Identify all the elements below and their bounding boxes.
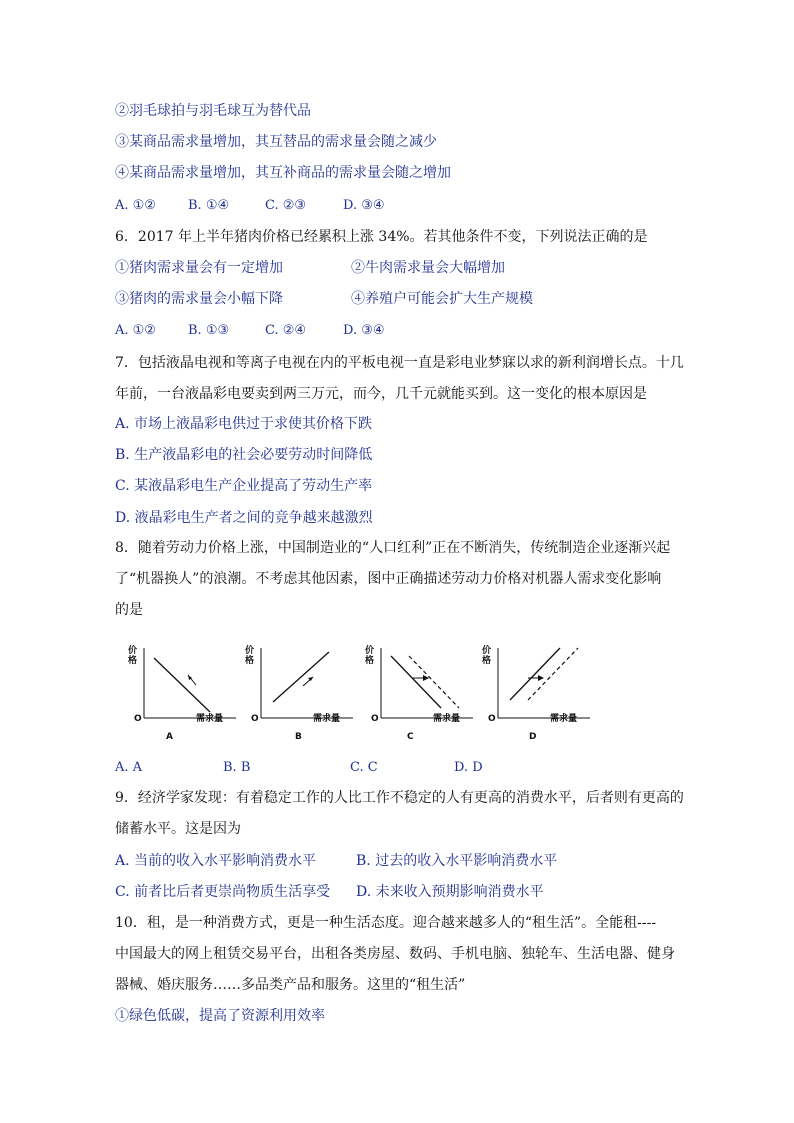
q10-stem-line-1: 10．租，是一种消费方式，更是一种生活态度。迎合越来越多人的“租生活”。全能租---- <box>115 915 657 931</box>
q5-option-c: C. ②③ <box>265 198 307 213</box>
origin-label: O <box>251 714 259 724</box>
q8-option-d: D. D <box>454 760 483 775</box>
graph-name: B <box>295 732 302 742</box>
q7-stem-line-2: 年前，一台液晶彩电要卖到两三万元，而今，几千元就能买到。这一变化的根本原因是 <box>115 386 647 402</box>
graph-b-axes <box>245 640 355 740</box>
y-axis-label: 价格 <box>482 646 492 666</box>
q6-item-1: ①猪肉需求量会有一定增加 <box>115 260 283 276</box>
graph-a-axes <box>128 640 238 740</box>
q5-option-b: B. ①④ <box>188 198 230 213</box>
graph-c-axes <box>365 640 475 740</box>
q6-stem: 6．2017 年上半年猪肉价格已经累积上涨 34%。若其他条件不变，下列说法正确的是 <box>115 229 648 245</box>
graph-name: C <box>407 732 414 742</box>
q9-option-c: C. 前者比后者更崇尚物质生活享受 <box>115 884 331 900</box>
q8-option-b: B. B <box>223 760 251 775</box>
q9-option-a: A. 当前的收入水平影响消费水平 <box>115 853 317 869</box>
origin-label: O <box>488 714 496 724</box>
origin-label: O <box>371 714 379 724</box>
q5-option-d: D. ③④ <box>343 198 385 213</box>
q9-stem-line-1: 9．经济学家发现：有着稳定工作的人比工作不稳定的人有更高的消费水平，后者则有更高的 <box>115 790 684 806</box>
graph-name: D <box>529 732 537 742</box>
q8-stem-line-3: 的是 <box>115 602 143 618</box>
q8-graph-b <box>245 640 355 740</box>
x-axis-label: 需求量 <box>550 714 578 724</box>
origin-label: O <box>134 714 142 724</box>
q8-stem-line-1: 8．随着劳动力价格上涨，中国制造业的“人口红利”正在不断消失，传统制造企业逐渐兴起 <box>115 540 671 556</box>
q5-option-a: A. ①② <box>115 198 156 213</box>
x-axis-label: 需求量 <box>433 714 461 724</box>
q6-item-3: ③猪肉的需求量会小幅下降 <box>115 291 283 307</box>
graph-d-axes <box>482 640 592 740</box>
q5-item-3: ③某商品需求量增加，其互替品的需求量会随之减少 <box>115 134 437 150</box>
q7-stem-line-1: 7．包括液晶电视和等离子电视在内的平板电视一直是彩电业梦寐以求的新利润增长点。十几 <box>115 355 684 371</box>
q7-option-d: D. 液晶彩电生产者之间的竞争越来越激烈 <box>115 510 373 526</box>
graph-name: A <box>166 732 173 742</box>
y-axis-label: 价格 <box>245 646 255 666</box>
y-axis-label: 价格 <box>128 646 138 666</box>
q8-option-a: A. A <box>115 760 143 775</box>
y-axis-label: 价格 <box>365 646 375 666</box>
demand-curve <box>154 658 210 712</box>
x-axis-label: 需求量 <box>313 714 341 724</box>
q6-option-d: D. ③④ <box>343 323 385 338</box>
q8-stem-line-2: 了“机器换人”的浪潮。不考虑其他因素，图中正确描述劳动力价格对机器人需求变化影响 <box>115 571 662 587</box>
q6-option-b: B. ①③ <box>188 323 230 338</box>
q6-option-c: C. ②④ <box>265 323 307 338</box>
q9-stem-line-2: 储蓄水平。这是因为 <box>115 821 241 837</box>
q10-stem-line-2: 中国最大的网上租赁交易平台，出租各类房屋、数码、手机电脑、独轮车、生活电器、健身 <box>115 946 675 962</box>
q5-item-2: ②羽毛球拍与羽毛球互为替代品 <box>115 103 311 119</box>
demand-curve <box>273 652 329 702</box>
q7-option-a: A. 市场上液晶彩电供过于求使其价格下跌 <box>115 416 373 432</box>
q5-item-4: ④某商品需求量增加，其互补商品的需求量会随之增加 <box>115 165 451 181</box>
q6-option-a: A. ①② <box>115 323 156 338</box>
q6-item-2: ②牛肉需求量会大幅增加 <box>351 260 505 276</box>
x-axis-label: 需求量 <box>196 714 224 724</box>
q7-option-c: C. 某液晶彩电生产企业提高了劳动生产率 <box>115 478 373 494</box>
q10-item-1: ①绿色低碳，提高了资源利用效率 <box>115 1008 325 1024</box>
q8-option-c: C. C <box>350 760 378 775</box>
q7-option-b: B. 生产液晶彩电的社会必要劳动时间降低 <box>115 447 373 463</box>
q8-graph-a <box>128 640 238 740</box>
q9-option-b: B. 过去的收入水平影响消费水平 <box>356 853 558 869</box>
q6-item-4: ④养殖户可能会扩大生产规模 <box>351 291 533 307</box>
q10-stem-line-3: 器械、婚庆服务……多品类产品和服务。这里的“租生活” <box>115 977 466 993</box>
q8-graph-c <box>365 640 475 740</box>
q9-option-d: D. 未来收入预期影响消费水平 <box>356 884 544 900</box>
q8-graph-d <box>482 640 592 740</box>
